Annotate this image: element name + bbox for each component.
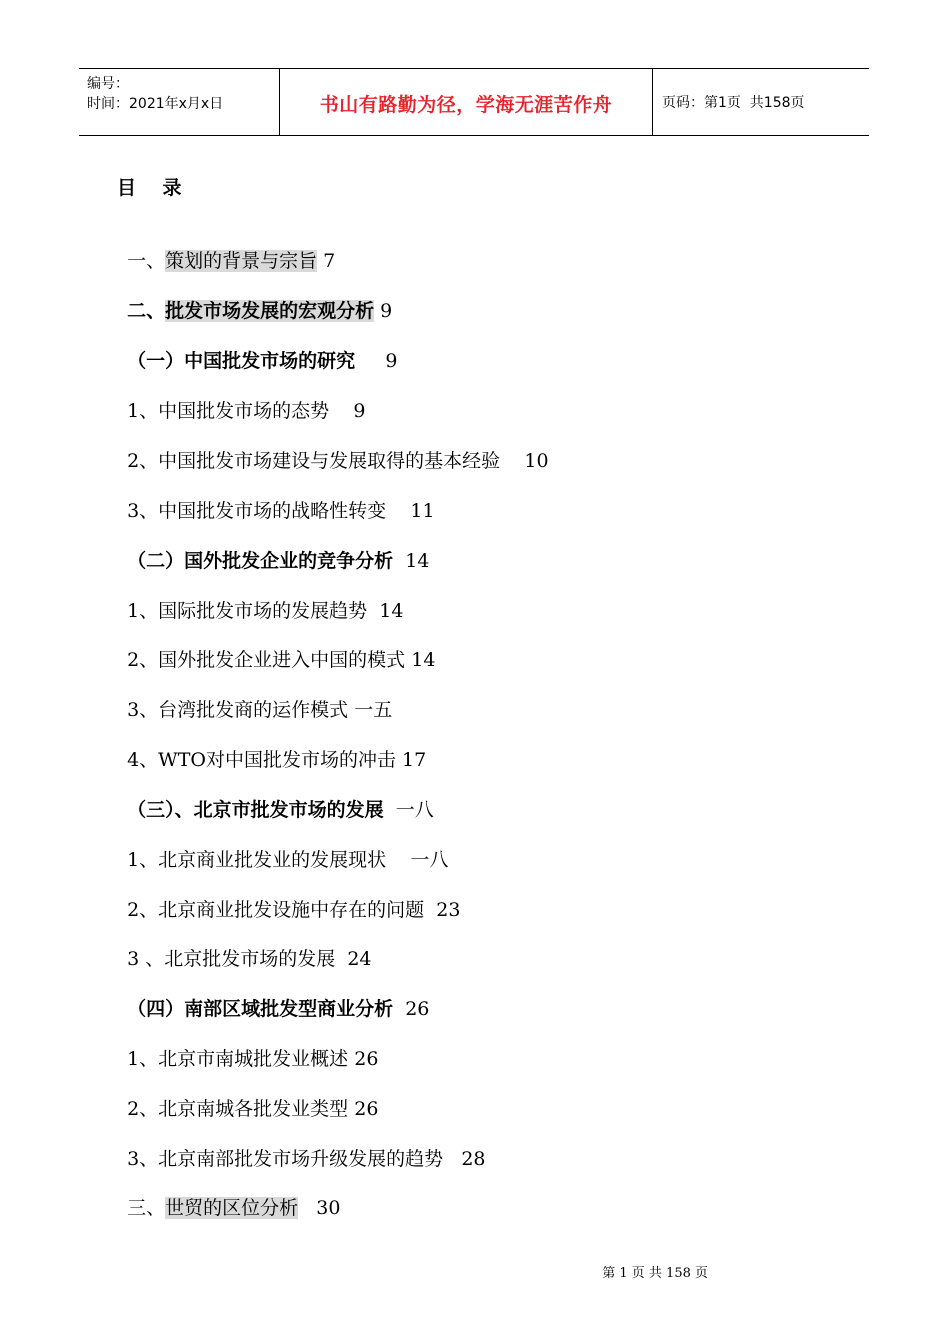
toc-entry[interactable] (115, 522, 429, 574)
toc-entry-text: （三）、北京市批发市场的发展 (127, 799, 384, 821)
toc-entry-text: 2、中国批发市场建设与发展取得的基本经验 (127, 450, 501, 472)
toc-entry[interactable] (115, 572, 403, 624)
toc-entry[interactable] (115, 1120, 486, 1172)
footer-page-number: 第 1 页 共 158 页 (602, 1266, 708, 1281)
toc-entry-text: （一）中国批发市场的研究 (127, 350, 356, 372)
toc-entry[interactable] (115, 422, 549, 474)
toc-entry-page: 14 (405, 550, 430, 572)
toc-entry[interactable] (115, 621, 435, 673)
toc-entry-page: 24 (347, 948, 372, 970)
toc-entry-page: 7 (323, 250, 336, 272)
toc-entry[interactable] (115, 821, 448, 873)
toc-entry-page: 28 (461, 1148, 486, 1170)
toc-entry[interactable] (115, 1020, 378, 1072)
toc-entry-page: 26 (405, 998, 430, 1020)
toc-entry-prefix: 二、 (127, 300, 166, 322)
toc-entry-page: 17 (402, 749, 427, 771)
toc-entry-page: 14 (379, 600, 404, 622)
time-label: 时间：2021年x月x日 (87, 96, 224, 112)
toc-entry[interactable] (115, 721, 426, 773)
motto: 书山有路勤为径，学海无涯苦作舟 (319, 93, 613, 116)
toc-entry-text: 3、台湾批发商的运作模式 (127, 699, 349, 721)
toc-entry-page: 9 (385, 350, 398, 372)
toc-entry-text: 2、北京商业批发设施中存在的问题 (127, 899, 425, 921)
toc-entry[interactable] (115, 771, 434, 823)
toc-entry-text: 4、WTO对中国批发市场的冲击 (127, 749, 396, 771)
toc-entry-text: 批发市场发展的宏观分析 (165, 300, 375, 322)
toc-entry-text: 1、北京市南城批发业概述 (127, 1048, 349, 1070)
toc-entry[interactable] (115, 1070, 378, 1122)
toc-entry[interactable] (115, 272, 392, 324)
toc-entry-page: 11 (410, 500, 435, 522)
toc-entry-text: 1、北京商业批发业的发展现状 (127, 849, 387, 871)
toc-entry[interactable] (115, 1169, 340, 1221)
header-motto-cell (280, 69, 653, 135)
toc-entry-text: 3、中国批发市场的战略性转变 (127, 500, 387, 522)
toc-entry[interactable] (115, 222, 335, 274)
header-page-cell (653, 69, 869, 135)
page-footer (0, 1247, 950, 1281)
header-meta-cell (79, 69, 280, 135)
toc-entry-page: 26 (354, 1048, 379, 1070)
toc-entry-text: 2、国外批发企业进入中国的模式 (127, 649, 406, 671)
page-info: 页码：第1页 共158页 (662, 95, 805, 111)
toc-entry-text: 2、北京南城各批发业类型 (127, 1098, 349, 1120)
toc-entry-prefix: 一、 (127, 250, 166, 272)
toc-entry-page: 9 (353, 400, 366, 422)
toc-entry-page: 30 (316, 1197, 341, 1219)
toc-entry-prefix: 三、 (127, 1197, 166, 1219)
toc-entry-page: 9 (380, 300, 393, 322)
toc-title: 目 录 (117, 177, 182, 199)
toc-entry-page: 一八 (410, 849, 449, 871)
toc-entry[interactable] (115, 920, 372, 972)
toc-entry-page: 23 (436, 899, 461, 921)
toc-entry-text: （四）南部区域批发型商业分析 (127, 998, 394, 1020)
toc-entry-text: 3 、北京批发市场的发展 (127, 948, 336, 970)
toc-entry-text: 3、北京南部批发市场升级发展的趋势 (127, 1148, 444, 1170)
toc-entry-page: 14 (411, 649, 436, 671)
toc-entry-page: 10 (524, 450, 549, 472)
number-label: 编号： (87, 76, 129, 92)
toc-entry[interactable] (115, 970, 429, 1022)
toc-entry[interactable] (115, 322, 397, 374)
toc-entry-page: 一八 (395, 799, 434, 821)
toc-entry-text: 策划的背景与宗旨 (165, 250, 318, 272)
toc-entry[interactable] (115, 671, 392, 723)
toc-entry-page: 26 (354, 1098, 379, 1120)
toc-entry[interactable] (115, 871, 460, 923)
toc-entry-page: 一五 (354, 699, 393, 721)
toc-entry-text: （二）国外批发企业的竞争分析 (127, 550, 394, 572)
toc-entry-text: 1、中国批发市场的态势 (127, 400, 330, 422)
toc-entry[interactable] (115, 372, 365, 424)
toc-entry-text: 世贸的区位分析 (165, 1197, 299, 1219)
toc-entry-text: 1、国际批发市场的发展趋势 (127, 600, 368, 622)
page-header (79, 68, 869, 136)
toc-entry[interactable] (115, 472, 435, 524)
